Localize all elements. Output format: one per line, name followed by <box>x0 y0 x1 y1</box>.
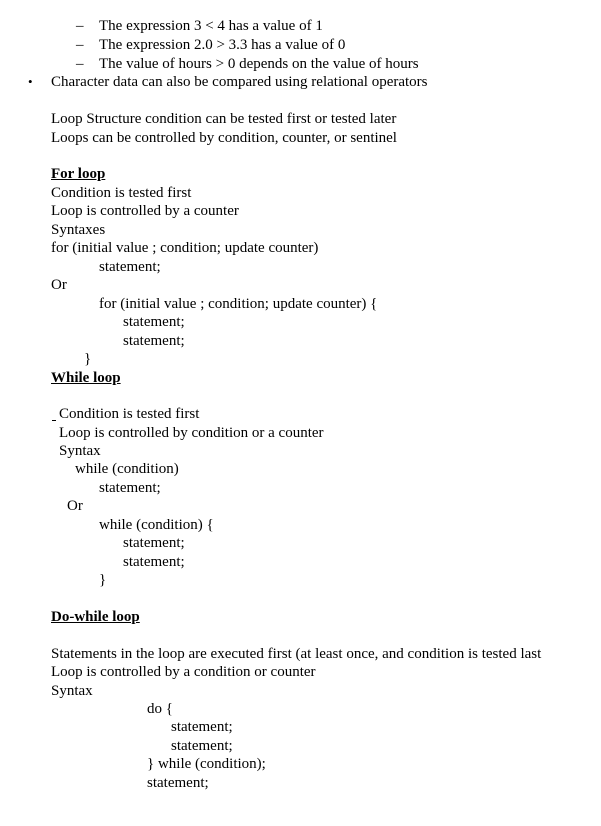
for-syntax-label: Syntaxes <box>51 222 106 238</box>
dash-marker: – <box>76 37 84 53</box>
for-loop-heading: For loop <box>51 166 106 182</box>
overview-line-2: Loops can be controlled by condition, counter, or sentinel <box>51 130 397 146</box>
sub-bullet-3: The value of hours > 0 depends on the value of hours <box>99 56 419 72</box>
sub-bullet-1: The expression 3 < 4 has a value of 1 <box>99 18 323 34</box>
underscore-mark <box>52 420 56 421</box>
do-statement-b: statement; <box>171 738 233 754</box>
for-line-1: Condition is tested first <box>51 185 192 201</box>
while-statement-2b: statement; <box>123 554 185 570</box>
while-line-1: Condition is tested first <box>59 406 200 422</box>
do-while-heading: Do-while loop <box>51 609 140 625</box>
for-statement-2a: statement; <box>123 314 185 330</box>
while-statement-1: statement; <box>99 480 161 496</box>
while-loop-heading: While loop <box>51 370 121 386</box>
for-syntax-2: for (initial value ; condition; update counter) { <box>99 296 378 312</box>
do-while-close: } while (condition); <box>147 756 266 772</box>
while-statement-2a: statement; <box>123 535 185 551</box>
dash-marker: – <box>76 18 84 34</box>
while-close-brace: } <box>99 572 107 588</box>
do-statement-a: statement; <box>171 719 233 735</box>
bullet-marker: • <box>28 74 33 89</box>
sub-bullet-2: The expression 2.0 > 3.3 has a value of 0 <box>99 37 346 53</box>
overview-line-1: Loop Structure condition can be tested first or tested later <box>51 111 397 127</box>
for-statement-2b: statement; <box>123 333 185 349</box>
do-while-line-2: Loop is controlled by a condition or counter <box>51 664 316 680</box>
for-close-brace: } <box>84 351 92 367</box>
while-or: Or <box>67 498 83 514</box>
for-statement-1: statement; <box>99 259 161 275</box>
for-line-2: Loop is controlled by a counter <box>51 203 239 219</box>
dash-marker: – <box>76 56 84 72</box>
for-or: Or <box>51 277 67 293</box>
while-line-2: Loop is controlled by condition or a counter <box>59 425 324 441</box>
while-syntax-2: while (condition) { <box>99 517 214 533</box>
for-syntax-1: for (initial value ; condition; update counter) <box>51 240 319 256</box>
do-while-syntax-label: Syntax <box>51 683 93 699</box>
do-while-line-1: Statements in the loop are executed first (at least once, and condition is tested last <box>51 646 542 662</box>
do-open: do { <box>147 701 173 717</box>
while-syntax-label: Syntax <box>59 443 101 459</box>
do-statement-after: statement; <box>147 775 209 791</box>
bullet-text: Character data can also be compared using relational operators <box>51 74 428 90</box>
while-syntax-1: while (condition) <box>75 461 179 477</box>
